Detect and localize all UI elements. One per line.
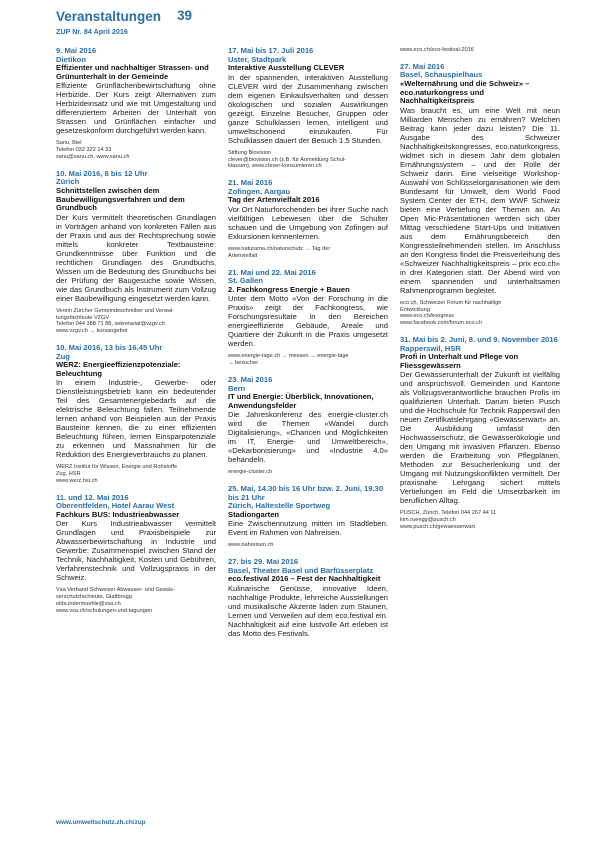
contact-line: www.nahreisen.ch [228, 542, 274, 549]
contact-line: Stiftung Biovision [228, 149, 271, 156]
contact-line: → besucher [228, 360, 259, 367]
event-contact [228, 542, 388, 549]
section-title: Veranstaltungen [56, 9, 162, 24]
event-contact [228, 246, 388, 260]
event-location: St. Gallen [228, 276, 264, 286]
event-description: In einem Industrie-, Gewerbe- oder Dienstleistungsbetrieb kann ein bedeutender Teil des Gesamtenergiebedarfs auf die elektrische Beleuchtung fallen. Teilnehmende lernen anhand von Beispielen aus der Praxis Bausteine kennen, die zu einer effizienten Beleuchtung führen, lernen Einsparpotenziale zu erkennen und Massnahmen für die Reduktion des Energieverbrauchs zu planen. [56, 378, 216, 460]
event-entry [228, 376, 388, 476]
event-description: Der Kurs vermittelt theoretischen Grundlagen in Vorträgen anhand von konkreten Fällen aus der Praxis und aus der Rechtsprechung sowie mittels konkreter Textbausteine: Grundkenntnisse über Funktion und die rechtlichen Grundlagen des Grundbuchs, Wissen um die Bedeutung des Grundbuchs bei der Prüfung der Baugesuche sowie Wissen, wie das Grundbuch als Instrument zum Vollzug einer Baubewilligung eingesetzt werden kann. [56, 212, 216, 303]
event-date: 21. Mai und 22. Mai 2016 [228, 267, 316, 277]
contact-line: eco.ch, Schweizer Forum für nachhaltige [400, 299, 502, 306]
contact-line: Entwicklung [400, 306, 430, 313]
issue-label: ZUP Nr. 84 April 2016 [56, 27, 128, 36]
event-entry [56, 47, 216, 161]
event-contact [228, 469, 388, 476]
event-contact [228, 150, 388, 170]
event-description: Der Kurs Industrieabwasser vermittelt Grundlagen und Praxisbeispiele zur Abwasserbewirtschaftung in Industrie und Gewerbe: Zusammenspiel zwischen Stand der Technik, Nachhaltigkeit, Kosten und Gebühren, Verfahrenstechnik und Vollzugspraxis in der Schweiz. [56, 519, 216, 583]
event-date: 10. Mai 2016, 8 bis 12 Uhr [56, 168, 148, 178]
column-2 [228, 47, 388, 647]
event-contact [400, 510, 560, 530]
contact-line: tungsfachleute VZGV [56, 314, 110, 321]
contact-line: WERZ Institut für Wissen, Energie und Rohstoffe [56, 464, 178, 471]
event-location: Basel, Schauspielhaus [400, 70, 483, 80]
contact-line: Telefon 032 322 14 33 [56, 147, 112, 154]
event-location: Basel, Theater Basel und Barfüsserplatz [228, 565, 374, 575]
event-location: Zürich, Haltestelle Sportweg [228, 501, 331, 511]
event-date: 27. Mai 2016 [400, 61, 445, 71]
event-location: Rapperswil, HSR [400, 343, 461, 353]
event-entry [400, 63, 560, 327]
event-description: Der Gewässerunterhalt der Zukunft ist vielfältig und anspruchsvoll. Gemeinden und Kantone als Vollzugsverantwortliche brauchen Profis im qualifizierten Unterhalt. Darum bieten Pusch und die Hochschule für Technik Rapperswil den neuen Zertifikatslehrgang «Gewässerwart» an. Die Ausbildung umfasst den Hochwasserschutz, die Gewässerökologie und den Umgang mit invasiven Pflanzen. Ebenso werden die Erarbeitung von Pflegplänen, Methoden zur Besucherlenkung und der Umgang mit Nutzungskonflikten vermittelt. Der praxisnahe Lehrgang sichert mittels Vertiefungen im Feld die Umsetzbarkeit im beruflichen Alltag. [400, 370, 560, 506]
event-entry [228, 558, 388, 638]
event-entry [228, 47, 388, 170]
event-location: Dietikon [56, 54, 86, 64]
contact-line: kim.rueegg@pusch.ch [400, 517, 456, 524]
event-title: Effizienter und nachhaltiger Strassen- und Grünunterhalt in der Gemeinde [56, 63, 209, 81]
event-contact [56, 140, 216, 160]
event-contact [400, 300, 560, 327]
contact-line: Verein Zürcher Gemeindeschreiber und Verwal- [56, 307, 175, 314]
event-date: 21. Mai 2016 [228, 178, 273, 188]
event-title: Stadiongarten [228, 509, 280, 519]
column-3 [400, 47, 560, 540]
event-description: Unter dem Motto «Von der Forschung in die Praxis» zeigt der Fachkongress, wie Forschungsresultate in den Bereichen energieeffiziente Gebäude, Areale und Quartiere der Zukunft in die Praxis umgesetzt werden. [228, 294, 388, 349]
event-entry [400, 47, 560, 54]
contact-line: www.pusch.ch/gewaesserwart [400, 523, 475, 530]
contact-line: www.naturama.ch/naturschutz → Tag der [228, 245, 331, 252]
event-title: Interaktive Ausstellung CLEVER [228, 63, 345, 73]
contact-line: www.energie-tage.ch → messen → energie-tage [228, 353, 349, 360]
event-entry [400, 336, 560, 531]
event-entry [56, 344, 216, 485]
event-title: 2. Fachkongress Energie + Bauen [228, 284, 350, 294]
event-title: «Welternährung und die Schweiz» – eco.naturkongress und Nachhaltigkeitspreis [400, 78, 530, 106]
event-title: Profi in Unterhalt und Pflege von Fliessgewässern [400, 352, 519, 370]
event-date: 9. Mai 2016 [56, 46, 97, 55]
contact-line: www.eco.ch/eco-festival-2016 [400, 47, 474, 53]
event-title: Fachkurs BUS: Industrieabwasser [56, 509, 180, 519]
contact-line: www.werz.hsr.ch [56, 477, 98, 484]
event-title: eco.festival 2016 – Fest der Nachhaltigkeit [228, 574, 381, 584]
event-date: 11. und 12. Mai 2016 [56, 492, 129, 502]
event-date: 25. Mai, 14.30 bis 16 Uhr bzw. 2. Juni, 19.30 bis 21 Uhr [228, 484, 384, 502]
contact-line: sanu@sanu.ch, www.sanu.ch [56, 153, 130, 160]
event-title: Schnittstellen zwischen dem Baubewilligungsverfahren und dem Grundbuch [56, 185, 185, 213]
contact-line: elda.indermuehle@vsa.ch [56, 601, 121, 608]
event-contact [56, 464, 216, 484]
event-location: Zofingen, Aargau [228, 186, 291, 196]
event-entry [228, 179, 388, 259]
event-title: WERZ: Energieeffizienzpotenziale: Beleuchtung [56, 360, 181, 378]
contact-line: Sanu, Biel [56, 140, 82, 147]
contact-line: Artenvielfalt [228, 252, 258, 259]
event-contact [56, 308, 216, 335]
event-location: Zug [56, 351, 70, 361]
contact-line: PUSCH, Zürich, Telefon 044 267 44 11 [400, 510, 497, 517]
event-date: 17. Mai bis 17. Juli 2016 [228, 46, 314, 55]
event-location: Oberentfelden, Hotel Aarau West [56, 501, 175, 511]
column-1 [56, 47, 216, 624]
contact-line: Zug, HSR [56, 471, 81, 478]
event-description: Effiziente Grünflächenbewirtschaftung ohne Herbizide. Der Kurs zeigt Alternativen zum Herbizideinsatz und wie mit Umgestaltung und differenziertem Arbeiten der Unterhalt von Strassen und Grünflächen einfacher und gesetzeskonform durchgeführt werden kann. [56, 81, 216, 136]
event-location: Zürich [56, 177, 80, 187]
event-date: 23. Mai 2016 [228, 374, 273, 384]
event-entry [56, 494, 216, 615]
event-date: 31. Mai bis 2. Juni, 8. und 9. November 2016 [400, 334, 558, 344]
event-date: 10. Mai 2016, 13 bis 16.45 Uhr [56, 342, 163, 352]
event-description: Was braucht es, um eine Welt mit neun Milliarden Menschen zu ernähren? Welchen Beitrag kann jeder dazu leisten? Die 11. Ausgabe des Schweizer Nachhaltigkeitskongresses, eco.naturkongress, widmet sich in diesem Jahr dem globalen Ernährungssystem – und der Rolle der Schweiz darin. Eine vielseitige Workshop-Auswahl von Schlüsselorganisationen wie dem Bundesamt für Umwelt, dem World Food System Center der ETH, dem WWF Schweiz bieten eine Vertiefung der Themen an. An Open Mic-Präsentationen werden sich über Mittag verschiedene Start-Ups und Initiativen aus dem Ernährungsbereich den Kongressteilnehmenden stellen. Im Anschluss an den Kongress findet die Preisverleihung des «Schweizer Nachhaltigkeitspreis – prix eco.ch» in drei Kategorien statt. Der Abend wird von einem spannenden und unterhaltsamen Rahmenprogramm begleitet. [400, 105, 560, 295]
event-title: Tag der Artenvielfalt 2016 [228, 195, 320, 205]
page-number: 39 [177, 8, 193, 23]
event-contact [56, 587, 216, 614]
event-title: IT und Energie: Überblick, Innovationen, Anwendungsfelder [228, 392, 374, 410]
event-description: In der spannenden, interaktiven Ausstellung CLEVER wird der Zusammenhang zwischen dem eigenen Einkaufsverhalten und dessen ökologischen und sozialen Auswirkungen gezeigt. Einzelne Besucher, Gruppen oder ganze Schulklassen lernen, intelligent und umweltschonend einzukaufen. Für Schulklassen dauert der Besuch 1.5 Stunden. [228, 72, 388, 145]
contact-line: klassen), www.clever-konsumieren.ch [228, 163, 322, 170]
contact-line: serschutzfachleute, Glattbrugg [56, 594, 132, 601]
contact-line: www.eco.ch/kongress [400, 313, 455, 320]
event-description: Eine Zwischennutzung mitten im Stadtleben. Event im Rahmen von Nahreisen. [228, 519, 388, 538]
contact-line: Vsa Verband Schweizer Abwasser- und Gewäs- [56, 587, 175, 594]
event-contact [228, 353, 388, 367]
event-entry [228, 269, 388, 367]
event-description: Kulinarische Genüsse, innovative Ideen, nachhaltige Produkte, lehrreiche Ausstellungen und musikalische Akzente laden zum Staunen, Lernen und Verweilen auf dem eco.festival ein. Nachhaltigkeit auf eine lustvolle Art erleben ist das Motto des Festivals. [228, 584, 388, 639]
contact-line: energie-cluster.ch [228, 469, 273, 476]
page-header [56, 8, 556, 36]
contact-line: www.facebook.com/forum.eco.ch [400, 320, 483, 327]
contact-line: Telefon 044 388 71 88, sekretariat@vzgv.ch [56, 321, 165, 328]
footer-link[interactable]: www.umweltschutz.zh.ch/zup [56, 819, 146, 826]
event-date: 27. bis 29. Mai 2016 [228, 557, 299, 567]
event-location: Uster, Stadtpark [228, 54, 287, 64]
contact-line: www.vsa.ch/schulungen-und-tagungen [56, 607, 153, 614]
event-description: Vor Ort Naturforschenden bei ihrer Suche nach vielfältigen Lebewesen über die Schulter schauen und die Umgebung von Zofingen auf Exkursionen kennenlernen. [228, 204, 388, 241]
event-contact [400, 47, 560, 54]
event-entry [56, 170, 216, 335]
event-entry [228, 485, 388, 549]
event-description: Die Jahreskonferenz des energie-cluster.ch wird die Themen «Wandel durch Digitalisierung», «Chancen und Möglichkeiten im IT, Energie- und Umweltbereich», «Dekarbonisierung» und «Industrie 4.0» behandeln. [228, 410, 388, 465]
contact-line: clever@biovision.ch (z.B. für Anmeldung Schul- [228, 156, 346, 163]
contact-line: www.vzgv.ch → kursangebot [56, 328, 128, 335]
event-location: Bern [228, 383, 246, 393]
